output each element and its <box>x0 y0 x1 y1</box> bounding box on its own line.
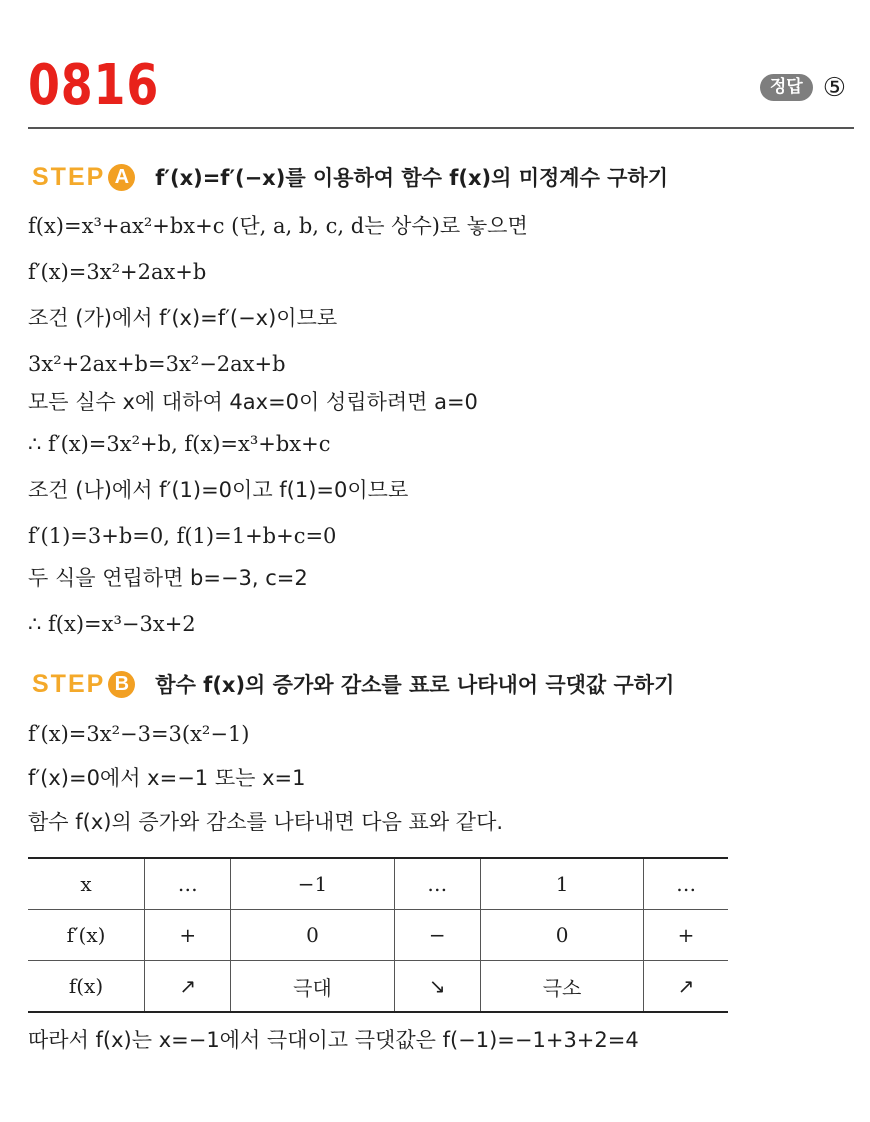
table-cell: + <box>145 910 231 961</box>
table-cell: x <box>28 858 145 910</box>
table-cell: f′(x) <box>28 910 145 961</box>
table-cell: 0 <box>231 910 394 961</box>
step-letter-badge: B <box>108 671 135 698</box>
solution-line: f′(1)=3+b=0, f(1)=1+b+c=0 <box>28 524 337 548</box>
problem-number: 0816 <box>28 53 160 118</box>
solution-line: 3x²+2ax+b=3x²−2ax+b <box>28 352 286 376</box>
solution-line: 모든 실수 x에 대하여 4ax=0이 성립하려면 a=0 <box>28 390 478 414</box>
table-row <box>28 961 728 1013</box>
step-word: STEP <box>32 162 106 191</box>
step-title: 함수 f(x)의 증가와 감소를 표로 나타내어 극댓값 구하기 <box>155 673 675 697</box>
solution-line: f′(x)=0에서 x=−1 또는 x=1 <box>28 766 306 790</box>
solution-line: 두 식을 연립하면 b=−3, c=2 <box>28 566 308 590</box>
table-cell: 극대 <box>231 961 394 1013</box>
solution-line: 조건 (나)에서 f′(1)=0이고 f(1)=0이므로 <box>28 478 409 502</box>
table-cell: 1 <box>480 858 643 910</box>
table-cell: 0 <box>480 910 643 961</box>
table-cell: − <box>394 910 480 961</box>
step-title: f′(x)=f′(−x)를 이용하여 함수 f(x)의 미정계수 구하기 <box>155 166 669 190</box>
table-cell: 극소 <box>480 961 643 1013</box>
table-cell: + <box>644 910 728 961</box>
step-a-heading <box>32 162 668 192</box>
solution-line: f′(x)=3x²+2ax+b <box>28 260 207 284</box>
answer-area <box>760 74 846 101</box>
solution-line: ∴ f(x)=x³−3x+2 <box>28 612 196 636</box>
table-cell: … <box>145 858 231 910</box>
solution-line: f(x)=x³+ax²+bx+c (단, a, b, c, d는 상수)로 놓으면 <box>28 214 528 238</box>
step-b-heading <box>32 669 674 699</box>
solution-line: ∴ f′(x)=3x²+b, f(x)=x³+bx+c <box>28 432 331 456</box>
answer-badge: 정답 <box>760 74 813 101</box>
table-cell: … <box>394 858 480 910</box>
answer-value: ⑤ <box>822 72 846 103</box>
table-cell: … <box>644 858 728 910</box>
table-row <box>28 858 728 910</box>
solution-line: 함수 f(x)의 증가와 감소를 나타내면 다음 표와 같다. <box>28 810 504 834</box>
table-cell: −1 <box>231 858 394 910</box>
step-letter-badge: A <box>108 164 135 191</box>
table-cell: f(x) <box>28 961 145 1013</box>
increasing-arrow-icon: ↗ <box>145 961 231 1013</box>
table-row <box>28 910 728 961</box>
increase-decrease-table <box>28 857 728 1013</box>
header-divider <box>28 127 854 129</box>
solution-line: 조건 (가)에서 f′(x)=f′(−x)이므로 <box>28 306 338 330</box>
step-word: STEP <box>32 669 106 698</box>
decreasing-arrow-icon: ↘ <box>394 961 480 1013</box>
increasing-arrow-icon: ↗ <box>644 961 728 1013</box>
solution-line: f′(x)=3x²−3=3(x²−1) <box>28 722 250 746</box>
conclusion-line: 따라서 f(x)는 x=−1에서 극대이고 극댓값은 f(−1)=−1+3+2=4 <box>28 1028 639 1052</box>
